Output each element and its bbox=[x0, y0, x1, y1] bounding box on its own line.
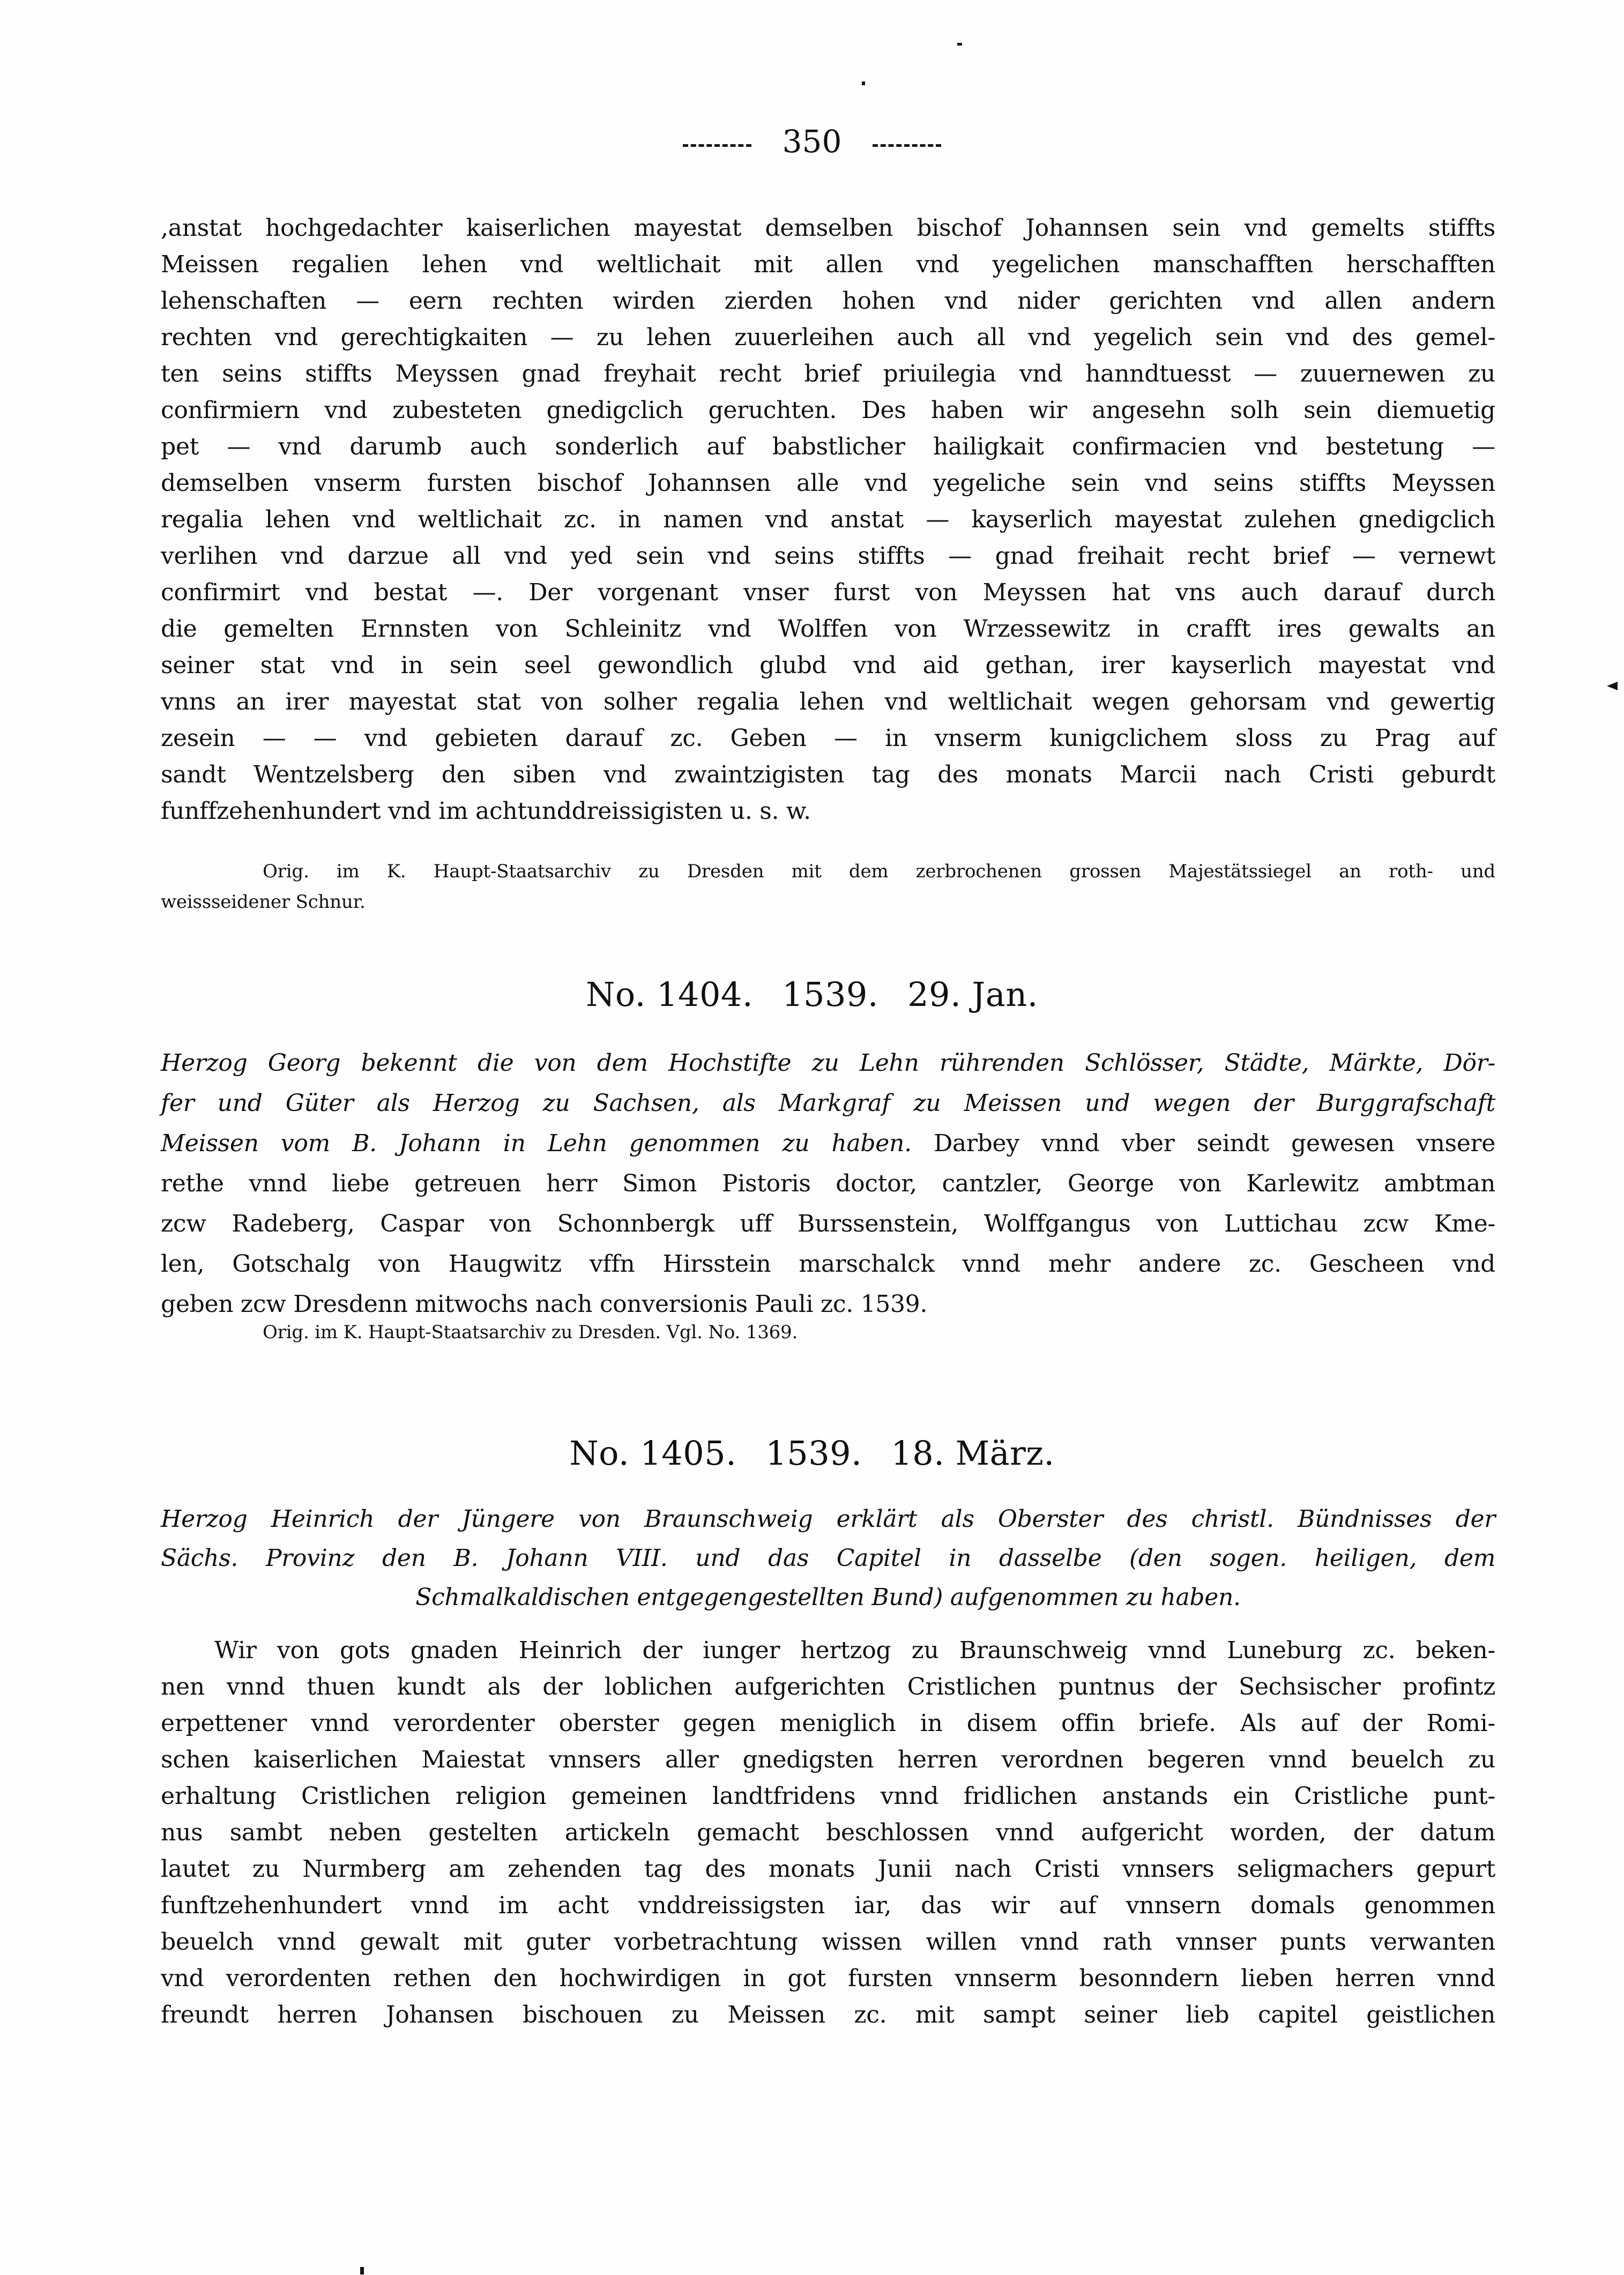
text-line: zcw Radeberg, Caspar von Schonnbergk uff Burssenstein, Wolffgangus von Luttichau zcw Kme- bbox=[161, 1210, 1495, 1237]
page-header bbox=[0, 124, 1624, 159]
page-number-rule-left bbox=[683, 144, 751, 147]
text-line: confirmiern vnd zubesteten gnedigclich geruchten. Des haben wir angesehn solh sein diemuetig bbox=[161, 397, 1495, 424]
text-line: Wir von gots gnaden Heinrich der iunger hertzog zu Braunschweig vnnd Luneburg zc. beken- bbox=[214, 1637, 1495, 1664]
text-line: funffzehenhundert vnd im achtunddreissigisten u. s. w. bbox=[161, 797, 811, 825]
italic-text-segment: fer und Güter als Herzog zu Sachsen, als Markgraf zu Meissen und wegen der Burggrafschaft bbox=[161, 1090, 1495, 1117]
text-line: nus sambt neben gestelten artickeln gemacht beschlossen vnnd aufgericht worden, der datum bbox=[161, 1819, 1495, 1846]
archival-note-1404 bbox=[161, 1317, 1495, 1348]
italic-text-segment: Herzog Georg bekennt die von dem Hochstifte zu Lehn rührenden Schlösser, Städte, Märkte, Dör- bbox=[161, 1049, 1495, 1077]
entry-1404-text bbox=[161, 1043, 1495, 1324]
roman-text-segment: Darbey vnnd vber seindt gewesen vnsere bbox=[911, 1130, 1495, 1157]
text-line: Meissen regalien lehen vnd weltlichait mit allen vnd yegelichen manschafften herschafften bbox=[161, 251, 1495, 278]
text-line: pet — vnd darumb auch sonderlich auf babstlicher hailigkait confirmacien vnd bestetung — bbox=[161, 433, 1495, 460]
scan-artifact bbox=[862, 81, 865, 85]
intro-continuation-paragraph bbox=[161, 210, 1495, 830]
text-line: ten seins stiffts Meyssen gnad freyhait recht brief priuilegia vnd hanndtuesst — zuuernewen zu bbox=[161, 360, 1495, 387]
entry-heading-1404 bbox=[0, 973, 1624, 1016]
text-line: len, Gotschalg von Haugwitz vffn Hirsstein marschalck vnnd mehr andere zc. Gescheen vnd bbox=[161, 1250, 1495, 1278]
text-line: rechten vnd gerechtigkaiten — zu lehen zuuerleihen auch all vnd yegelich sein vnd des gemel- bbox=[161, 324, 1495, 351]
text-line: Schmalkaldischen entgegengestellten Bund) aufgenommen zu haben. bbox=[415, 1584, 1241, 1611]
text-line: verlihen vnd darzue all vnd yed sein vnd seins stiffts — gnad freihait recht brief — vernewt bbox=[161, 542, 1495, 570]
archival-note-intro bbox=[161, 856, 1495, 918]
entry-date: 29. Jan. bbox=[907, 975, 1038, 1014]
text-line: regalia lehen vnd weltlichait zc. in namen vnd anstat — kayserlich mayestat zulehen gnedigclich bbox=[161, 506, 1495, 533]
text-line: nen vnnd thuen kundt als der loblichen aufgerichten Cristlichen puntnus der Sechsischer profintz bbox=[161, 1673, 1495, 1700]
text-line: die gemelten Ernnsten von Schleinitz vnd Wolffen von Wrzessewitz in crafft ires gewalts an bbox=[161, 615, 1495, 643]
text-line: freundt herren Johansen bischouen zu Meissen zc. mit sampt seiner lieb capitel geistlichen bbox=[161, 2001, 1495, 2028]
entry-1405-summary bbox=[161, 1500, 1495, 1617]
text-line: vnd verordenten rethen den hochwirdigen in got fursten vnnserm besonndern lieben herren vnnd bbox=[161, 1965, 1495, 1992]
text-line: Orig. im K. Haupt-Staatsarchiv zu Dresden mit dem zerbrochenen grossen Majestätssiegel an roth- und bbox=[263, 861, 1495, 882]
text-line: geben zcw Dresdenn mitwochs nach conversionis Pauli zc. 1539. bbox=[161, 1291, 928, 1318]
text-line: sandt Wentzelsberg den siben vnd zwaintzigisten tag des monats Marcii nach Cristi geburdt bbox=[161, 761, 1495, 788]
text-line: Orig. im K. Haupt-Staatsarchiv zu Dresden. Vgl. No. 1369. bbox=[263, 1322, 798, 1343]
text-line: lautet zu Nurmberg am zehenden tag des monats Junii nach Cristi vnnsers seligmachers gepurt bbox=[161, 1855, 1495, 1883]
entry-date: 18. März. bbox=[891, 1434, 1055, 1473]
text-line bbox=[161, 1043, 1495, 1083]
italic-text-segment: Meissen vom B. Johann in Lehn genommen zu haben. bbox=[161, 1130, 912, 1157]
scan-artifact bbox=[957, 43, 962, 46]
text-line: erpettener vnnd verordenter oberster gegen meniglich in disem offin briefe. Als auf der Romi- bbox=[161, 1710, 1495, 1737]
entry-heading-1405 bbox=[0, 1432, 1624, 1475]
entry-number: No. 1404. bbox=[586, 975, 754, 1014]
text-line: vnns an irer mayestat stat von solher regalia lehen vnd weltlichait wegen gehorsam vnd gewertig bbox=[161, 688, 1495, 715]
page-number: 350 bbox=[782, 123, 842, 160]
text-line: lehenschaften — eern rechten wirden zierden hohen vnd nider gerichten vnd allen andern bbox=[161, 287, 1495, 315]
text-line bbox=[161, 1083, 1495, 1123]
text-line: ,anstat hochgedachter kaiserlichen mayestat demselben bischof Johannsen sein vnd gemelts stiffts bbox=[161, 214, 1495, 242]
text-line: weissseidener Schnur. bbox=[161, 891, 366, 913]
entry-year: 1539. bbox=[782, 975, 879, 1014]
text-line: schen kaiserlichen Maiestat vnnsers aller gnedigsten herren verordnen begeren vnnd beuelch zu bbox=[161, 1746, 1495, 1773]
text-line: demselben vnserm fursten bischof Johannsen alle vnd yegeliche sein vnd seins stiffts Meyssen bbox=[161, 469, 1495, 497]
text-line: zesein — — vnd gebieten darauf zc. Geben — in vnserm kunigclichem sloss zu Prag auf bbox=[161, 725, 1495, 752]
text-line: rethe vnnd liebe getreuen herr Simon Pistoris doctor, cantzler, George von Karlewitz ambtman bbox=[161, 1170, 1495, 1197]
text-line bbox=[161, 1123, 1495, 1163]
entry-1405-text bbox=[161, 1632, 1495, 2033]
entry-number: No. 1405. bbox=[569, 1434, 737, 1473]
text-line: beuelch vnnd gewalt mit guter vorbetrachtung wissen willen vnnd rath vnnser punts verwanten bbox=[161, 1928, 1495, 1956]
text-line: erhaltung Cristlichen religion gemeinen landtfridens vnnd fridlichen anstands ein Cristliche punt- bbox=[161, 1782, 1495, 1810]
text-line: seiner stat vnd in sein seel gewondlich glubd vnd aid gethan, irer kayserlich mayestat vnd bbox=[161, 652, 1495, 679]
entry-year: 1539. bbox=[765, 1434, 862, 1473]
scan-artifact bbox=[360, 2267, 364, 2274]
text-line: Sächs. Provinz den B. Johann VIII. und das Capitel in dasselbe (den sogen. heiligen, dem bbox=[161, 1545, 1495, 1572]
text-line: Herzog Heinrich der Jüngere von Braunschweig erklärt als Oberster des christl. Bündnisses der bbox=[161, 1505, 1495, 1533]
text-line: funftzehenhundert vnnd im acht vnddreissigsten iar, das wir auf vnnsern domals genommen bbox=[161, 1892, 1495, 1919]
page-number-rule-right bbox=[873, 144, 941, 147]
text-line: confirmirt vnd bestat —. Der vorgenant vnser furst von Meyssen hat vns auch darauf durch bbox=[161, 579, 1495, 606]
scan-artifact bbox=[1607, 682, 1618, 690]
